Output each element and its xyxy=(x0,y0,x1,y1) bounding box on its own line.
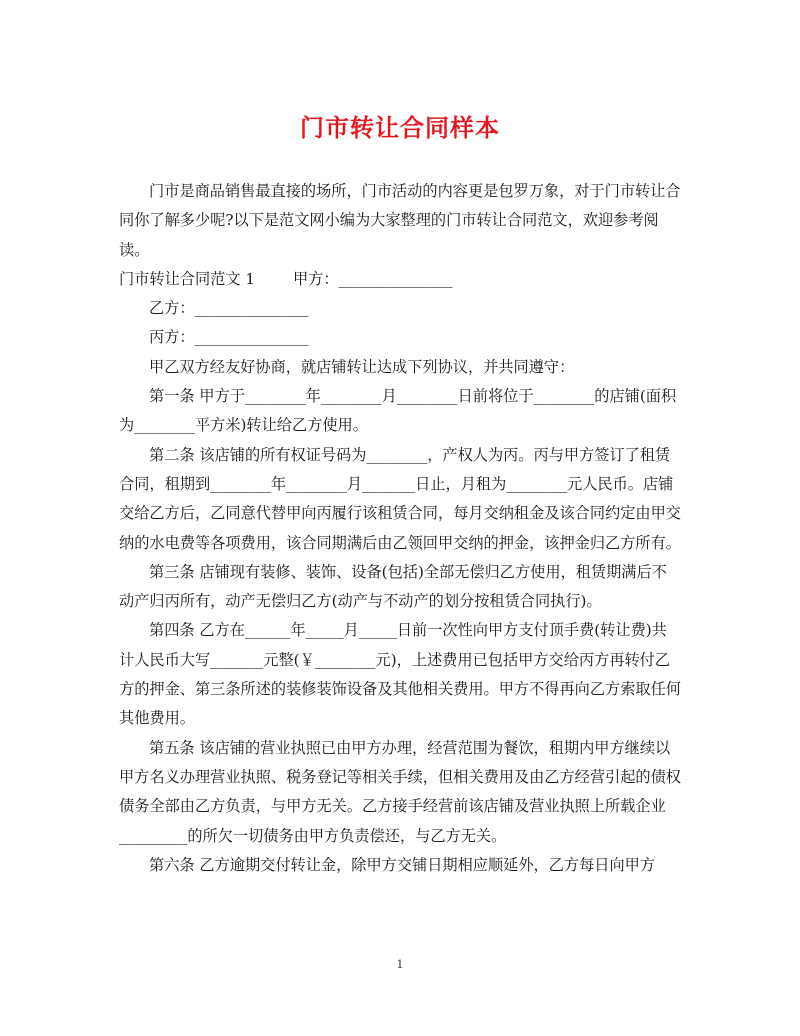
article-1: 第一条 甲方于________年________月________日前将位于________的店铺(面积为________平方米)转让给乙方使用。 xyxy=(119,387,677,435)
article-4: 第四条 乙方在______年_____月_____日前一次性向甲方支付顶手费(转让费)共计人民币大写_______元整(￥________元)，上述费用已包括甲方交给丙方再转付乙方的押金、第三条所述的装修装饰设备及其他相关费用。甲方不得再向乙方索取任何其他费用。 xyxy=(119,621,681,728)
party-c-line: 丙方：_______________ xyxy=(149,328,309,347)
article-2: 第二条 该店铺的所有权证号码为________，产权人为丙。丙与甲方签订了租赁合同，租期到________年________月_______日止，月租为________元人民币。店铺交给乙方后，乙同意代替甲向丙履行该租赁合同，每月交纳租金及该合同约定由甲交纳的水电费等各项费用，该合同期满后由乙领回甲交纳的押金，该押金归乙方所有。 xyxy=(119,445,681,552)
sample-heading-line xyxy=(119,265,681,294)
party-a-line: 甲方：_______________ xyxy=(293,269,453,288)
party-b-line: 乙方：_______________ xyxy=(149,299,309,318)
document-body xyxy=(119,177,681,880)
sample-heading: 门市转让合同范文 1 xyxy=(119,269,255,288)
page-number: 1 xyxy=(396,958,404,971)
article-5: 第五条 该店铺的营业执照已由甲方办理，经营范围为餐饮，租期内甲方继续以甲方名义办理营业执照、税务登记等相关手续，但相关费用及由乙方经营引起的债权债务全部由乙方负责，与甲方无关。乙方接手经营前该店铺及营业执照上所载企业_________的所欠一切债务由甲方负责偿还，与乙方无关。 xyxy=(119,738,681,845)
article-3: 第三条 店铺现有装修、装饰、设备(包括)全部无偿归乙方使用，租赁期满后不动产归丙所有，动产无偿归乙方(动产与不动产的划分按租赁合同执行)。 xyxy=(119,562,667,611)
intro-paragraph: 门市是商品销售最直接的场所，门市活动的内容更是包罗万象，对于门市转让合同你了解多少呢?以下是范文网小编为大家整理的门市转让合同范文，欢迎参考阅读。 xyxy=(119,182,681,259)
document-title: 门市转让合同样本 xyxy=(300,114,500,142)
article-6: 第六条 乙方逾期交付转让金，除甲方交铺日期相应顺延外，乙方每日向甲方 xyxy=(149,855,656,874)
agreement-statement: 甲乙双方经友好协商，就店铺转让达成下列协议，并共同遵守： xyxy=(149,357,575,376)
